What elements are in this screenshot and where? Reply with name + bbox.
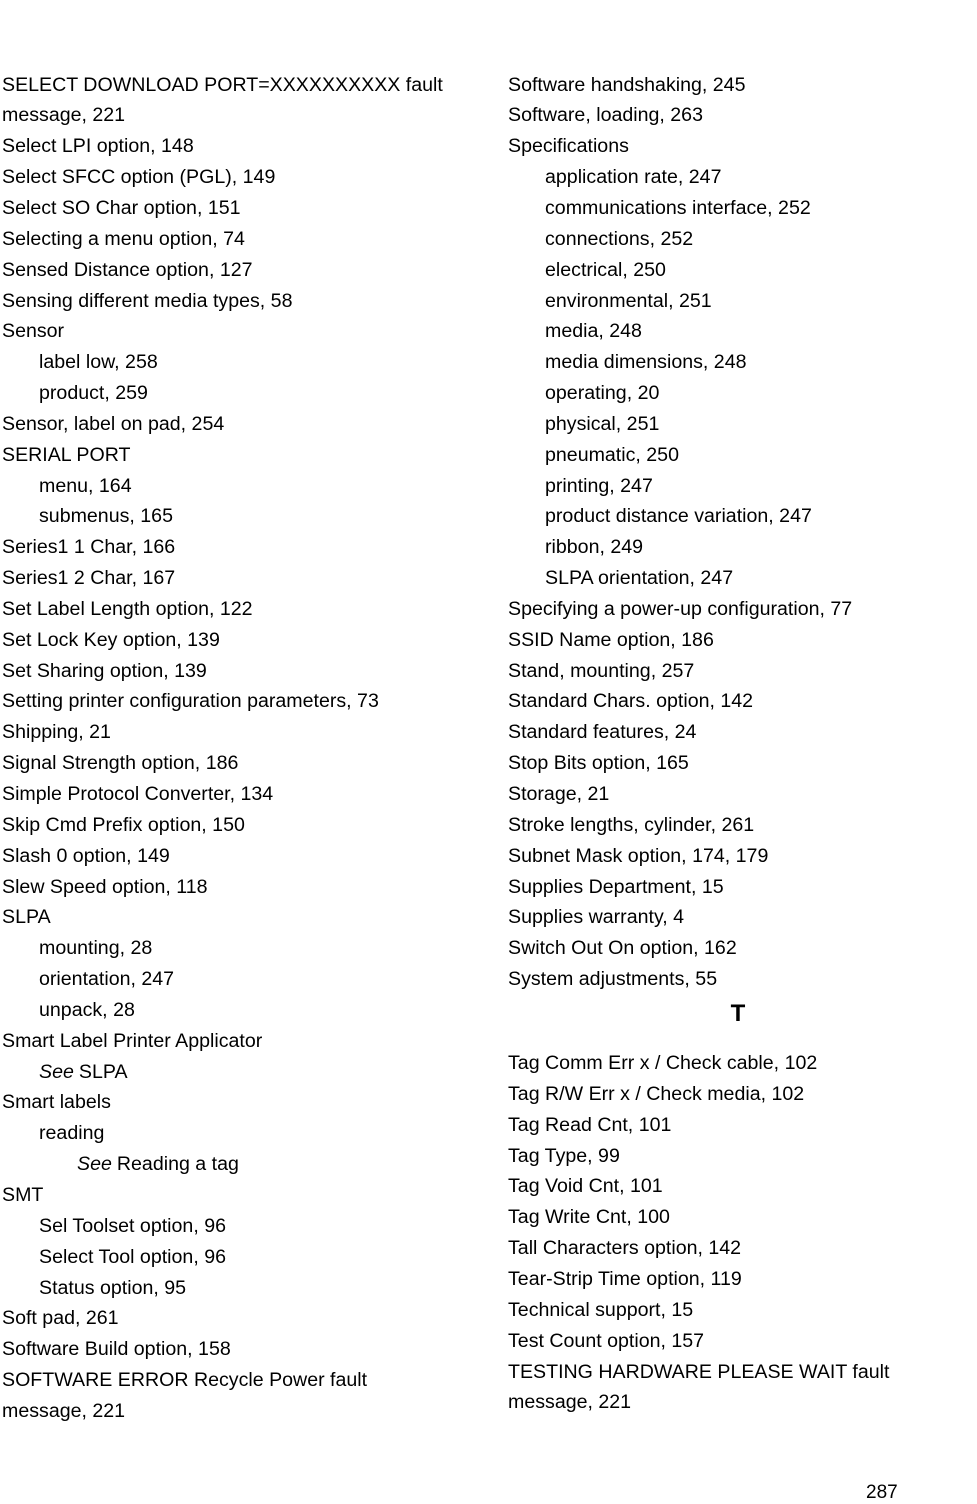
index-entry (2, 902, 482, 933)
index-entry (2, 748, 482, 779)
index-entry-text: Subnet Mask option, 174, 179 (508, 844, 769, 867)
index-entry (508, 686, 968, 717)
index-entry-text: Stroke lengths, cylinder, 261 (508, 813, 755, 836)
index-entry-text: unpack, 28 (39, 998, 135, 1021)
index-subentry (508, 409, 968, 440)
index-entry-text: Reading a tag (116, 1153, 239, 1176)
section-letter-heading: T (730, 999, 746, 1027)
index-subentry (2, 378, 482, 409)
index-entry-text: Standard features, 24 (508, 721, 697, 744)
index-entry-text: Tag Type, 99 (508, 1144, 620, 1167)
index-entry-text: electrical, 250 (545, 258, 666, 281)
index-entry-text: communications interface, 252 (545, 196, 811, 219)
index-entry-text: Simple Protocol Converter, 134 (2, 783, 274, 805)
index-entry (508, 1295, 968, 1326)
index-entry (508, 1233, 968, 1264)
index-entry-text: Sensed Distance option, 127 (2, 258, 253, 281)
index-entry-text: Series1 1 Char, 166 (2, 536, 176, 559)
index-entry-text: application rate, 247 (545, 166, 722, 189)
index-column-right (508, 70, 968, 1419)
index-entry-text: SMT (2, 1183, 44, 1206)
index-entry-text: Status option, 95 (39, 1276, 187, 1299)
index-subentry (508, 563, 968, 594)
index-entry (2, 1334, 482, 1365)
index-entry-text: Storage, 21 (508, 783, 610, 805)
index-entry (2, 440, 482, 471)
index-entry-text: message, 221 (2, 1399, 126, 1422)
index-entry (2, 532, 482, 563)
index-subentry (508, 286, 968, 317)
index-entry (2, 841, 482, 872)
index-entry-text: Test Count option, 157 (508, 1329, 705, 1352)
index-entry-text: pneumatic, 250 (545, 443, 679, 466)
index-entry (508, 1326, 968, 1357)
index-entry (2, 810, 482, 841)
index-entry (2, 224, 482, 255)
index-entry-text: Skip Cmd Prefix option, 150 (2, 813, 245, 836)
index-entry (508, 902, 968, 933)
index-entry-text: Sensor (2, 320, 65, 343)
index-entry-text: product, 259 (39, 382, 148, 405)
index-subentry (508, 501, 968, 532)
index-entry-text: printing, 247 (545, 474, 653, 497)
index-entry-text: Setting printer configuration parameters, 73 (2, 690, 379, 713)
index-entry (2, 409, 482, 440)
index-entry-text: Slash 0 option, 149 (2, 844, 170, 867)
index-entry-text: Signal Strength option, 186 (2, 752, 239, 775)
index-entry (2, 100, 482, 131)
index-subentry (2, 1057, 482, 1088)
index-entry-text: operating, 20 (545, 382, 660, 405)
index-entry (2, 131, 482, 162)
index-subentry (2, 1242, 482, 1273)
index-entry-text: submenus, 165 (39, 505, 173, 528)
index-entry-text: product distance variation, 247 (545, 505, 812, 528)
index-entry-text: SLPA orientation, 247 (545, 567, 734, 590)
index-entry-text: Slew Speed option, 118 (2, 875, 208, 898)
index-entry-text: SLPA (2, 906, 51, 929)
index-entry (2, 1303, 482, 1334)
see-reference-label: See (39, 1060, 74, 1083)
index-entry-text: menu, 164 (39, 474, 132, 497)
index-entry (508, 841, 968, 872)
index-entry (508, 1387, 968, 1418)
index-subentry (2, 1149, 482, 1180)
index-entry-text: Tag R/W Err x / Check media, 102 (508, 1082, 805, 1105)
index-entry (2, 316, 482, 347)
index-entry-text: Software Build option, 158 (2, 1338, 231, 1361)
index-entry-text: Tear-Strip Time option, 119 (508, 1268, 742, 1290)
index-entry-text: Software handshaking, 245 (508, 73, 746, 96)
index-subentry (508, 193, 968, 224)
page-number: 287 (866, 1482, 898, 1503)
index-entry (508, 872, 968, 903)
index-entry (2, 70, 482, 101)
index-entry-text: Sel Toolset option, 96 (39, 1214, 227, 1237)
index-entry (2, 1087, 482, 1118)
index-entry-text: connections, 252 (545, 227, 694, 250)
index-entry-text: SOFTWARE ERROR Recycle Power fault (2, 1369, 368, 1392)
index-entry-text: message, 221 (508, 1391, 632, 1414)
index-entry (2, 594, 482, 625)
index-entry-text: Tag Comm Err x / Check cable, 102 (508, 1052, 818, 1075)
index-subentry (2, 501, 482, 532)
index-entry (508, 100, 968, 131)
index-entry-text: Specifying a power-up configuration, 77 (508, 597, 853, 620)
index-entry-text: Tag Write Cnt, 100 (508, 1206, 670, 1229)
index-entry (508, 748, 968, 779)
index-entry-text: Specifications (508, 135, 629, 158)
index-entry (2, 563, 482, 594)
index-column-left (2, 70, 482, 1427)
index-entry (508, 964, 968, 995)
index-entry-text: environmental, 251 (545, 289, 712, 312)
index-entry (508, 131, 968, 162)
index-entry (2, 162, 482, 193)
index-entry-text: Technical support, 15 (508, 1298, 694, 1321)
index-entry-text: Select LPI option, 148 (2, 135, 194, 158)
index-subentry (2, 1273, 482, 1304)
index-entry (508, 810, 968, 841)
index-entry (508, 594, 968, 625)
index-entry-text: orientation, 247 (39, 968, 175, 991)
index-entry (2, 1396, 482, 1427)
index-entry (508, 1202, 968, 1233)
index-entry-text: TESTING HARDWARE PLEASE WAIT fault (508, 1360, 890, 1383)
index-entry-text: Standard Chars. option, 142 (508, 690, 754, 713)
index-entry (508, 1141, 968, 1172)
index-entry (2, 286, 482, 317)
index-entry (2, 625, 482, 656)
index-entry-text: message, 221 (2, 104, 126, 127)
index-entry (508, 1110, 968, 1141)
index-entry-text: Series1 2 Char, 167 (2, 567, 176, 590)
index-entry (508, 717, 968, 748)
index-subentry (508, 378, 968, 409)
index-entry (2, 779, 482, 810)
index-subentry (2, 995, 482, 1026)
index-entry (2, 1180, 482, 1211)
index-entry (2, 1365, 482, 1396)
index-entry-text: Set Sharing option, 139 (2, 659, 207, 682)
index-entry-text: SSID Name option, 186 (508, 628, 714, 651)
index-subentry (508, 532, 968, 563)
index-entry-text: Select SO Char option, 151 (2, 196, 241, 219)
index-entry-text: Tall Characters option, 142 (508, 1237, 742, 1260)
index-subentry (2, 1118, 482, 1149)
index-entry (2, 1026, 482, 1057)
index-entry-text: Switch Out On option, 162 (508, 937, 737, 960)
index-entry-text: Shipping, 21 (2, 721, 111, 744)
index-entry-text: Sensing different media types, 58 (2, 289, 293, 312)
index-entry (2, 193, 482, 224)
index-subentry (508, 255, 968, 286)
index-entry-text: Smart Label Printer Applicator (2, 1029, 263, 1052)
index-subentry (508, 224, 968, 255)
index-subentry (2, 1211, 482, 1242)
index-entry-text: Select Tool option, 96 (39, 1245, 227, 1268)
index-entry-text: SELECT DOWNLOAD PORT=XXXXXXXXXX fault (2, 73, 443, 96)
index-entry-text: physical, 251 (545, 412, 660, 435)
index-entry-text: SLPA (78, 1060, 128, 1083)
index-entry (508, 933, 968, 964)
index-subentry (508, 316, 968, 347)
index-entry (508, 1079, 968, 1110)
index-entry (2, 872, 482, 903)
index-entry-text: ribbon, 249 (545, 536, 644, 559)
index-entry-text: Smart labels (2, 1091, 111, 1114)
index-entry-text: media, 248 (545, 320, 642, 343)
index-subentry (2, 347, 482, 378)
index-entry-text: Select SFCC option (PGL), 149 (2, 166, 276, 189)
index-entry (508, 1264, 968, 1295)
index-entry (508, 1171, 968, 1202)
index-subentry (2, 471, 482, 502)
index-entry (2, 656, 482, 687)
index-entry (2, 717, 482, 748)
index-entry (508, 1357, 968, 1388)
index-entry (2, 686, 482, 717)
index-entry-text: Stand, mounting, 257 (508, 659, 695, 682)
index-entry (508, 779, 968, 810)
index-subentry (508, 471, 968, 502)
index-entry (508, 70, 968, 101)
index-entry-text: Sensor, label on pad, 254 (2, 412, 225, 435)
index-subentry (508, 440, 968, 471)
index-entry-text: Set Label Length option, 122 (2, 597, 253, 620)
index-subentry (2, 933, 482, 964)
index-entry (2, 255, 482, 286)
index-entry (508, 656, 968, 687)
index-entry-text: Software, loading, 263 (508, 104, 703, 127)
index-entry-text: Soft pad, 261 (2, 1307, 119, 1330)
index-entry (508, 1048, 968, 1079)
index-entry-text: Set Lock Key option, 139 (2, 628, 220, 651)
index-entry-text: reading (39, 1122, 105, 1145)
see-reference-label: See (77, 1153, 112, 1176)
index-entry-text: Supplies warranty, 4 (508, 906, 685, 929)
index-entry-text: mounting, 28 (39, 937, 153, 960)
index-entry-text: Stop Bits option, 165 (508, 752, 689, 775)
index-entry-text: Tag Void Cnt, 101 (508, 1175, 663, 1198)
index-subentry (508, 347, 968, 378)
index-entry-text: media dimensions, 248 (545, 351, 747, 374)
index-entry-text: label low, 258 (39, 351, 158, 374)
index-entry (508, 625, 968, 656)
index-subentry (508, 162, 968, 193)
index-entry-text: Tag Read Cnt, 101 (508, 1113, 672, 1136)
index-entry-text: SERIAL PORT (2, 443, 131, 466)
index-subentry (2, 964, 482, 995)
index-entry-text: System adjustments, 55 (508, 968, 718, 991)
index-entry-text: Supplies Department, 15 (508, 875, 724, 898)
index-entry-text: Selecting a menu option, 74 (2, 227, 245, 250)
